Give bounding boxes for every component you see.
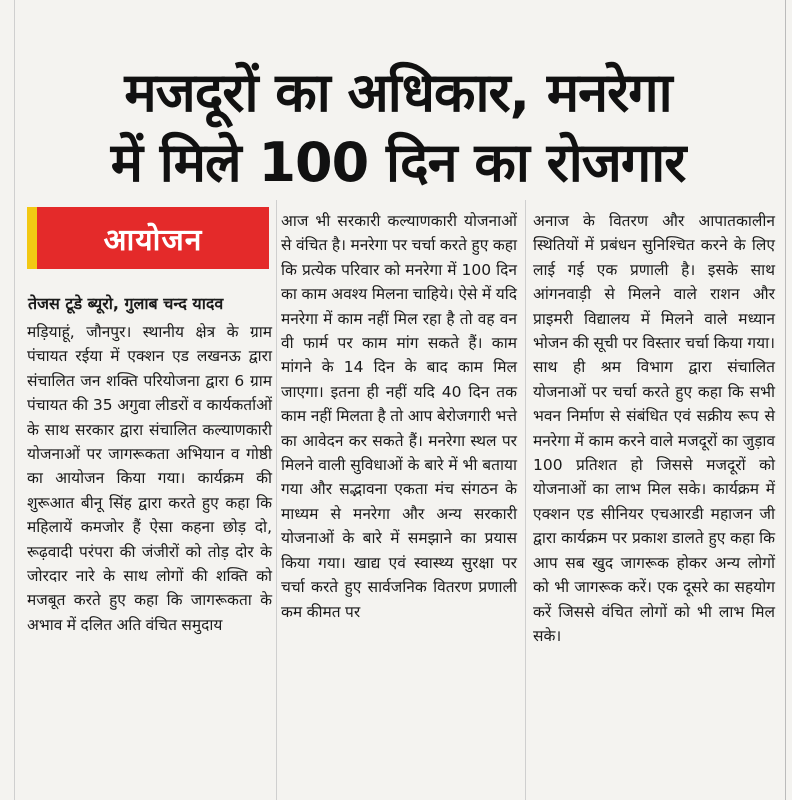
article-column-1 bbox=[27, 320, 272, 637]
article-column-2 bbox=[281, 209, 517, 624]
section-tag bbox=[37, 207, 269, 269]
column-2-text: आज भी सरकारी कल्याणकारी योजनाओं से वंचित है। मनरेगा पर चर्चा करते हुए कहा कि प्रत्येक परिवार को मनरेगा में 100 दिन का काम अवश्य मिलना चाहिये। ऐसे में यदि मनरेगा में काम नहीं मिल रहा है तो वह वन वी फार्म पर काम मांग सकते हैं। काम मांगने के 14 दिन के बाद काम मिल जाएगा। इतना ही नहीं यदि 40 दिन तक काम नहीं मिलता है तो आप बेरोजगारी भत्ते का आवेदन कर सकते हैं। मनरेगा स्थल पर मिलने वाली सुविधाओं के बारे में भी बताया गया और सद्भावना एकता मंच संगठन के माध्यम से मनरेगा और अन्य सरकारी योजनाओं के बारे में समझाने का प्रयास किया गया। खाद्य एवं स्वास्थ्य सुरक्षा पर चर्चा करते हुए सार्वजनिक वितरण प्रणाली कम कीमत पर bbox=[281, 212, 517, 621]
column-divider bbox=[525, 200, 526, 800]
byline: तेजस टूडे ब्यूरो, गुलाब चन्द यादव bbox=[28, 294, 224, 313]
article-column-3 bbox=[533, 209, 775, 648]
column-1-text: मड़ियाहूं, जौनपुर। स्थानीय क्षेत्र के ग्राम पंचायत रईया में एक्शन एड लखनऊ द्वारा संचालित जन शक्ति परियोजना द्वारा 6 ग्राम पंचायत की 35 अगुवा लीडरों व कार्यकर्ताओं के साथ सरकार द्वारा संचालित कल्याणकारी योजनाओं पर जागरूकता अभियान व गोष्ठी का आयोजन किया गया। कार्यक्रम की शुरूआत बीनू सिंह द्वारा करते हुए कहा कि महिलायें कमजोर हैं ऐसा कहना छोड़ दो, रूढ़वादी परंपरा की जंजीरों को तोड़ दो‍र के जोरदार नारे के साथ लोगों की शक्ति को मजबूत करते हुए कहा कि जागरूकता के अभाव में दलित अति वंचित समुदाय bbox=[27, 323, 272, 634]
column-3-text: अनाज के वितरण और आपातकालीन स्थितियों में प्रबंधन सुनिश्चित करने के लिए लाई गई एक प्रणाली है। इसके साथ आंगनवाड़ी से मिलने वाले राशन और प्राइमरी विद्यालय में मिलने वाले मध्यान भोजन की सूची पर विस्तार चर्चा किया गया। साथ ही श्रम विभाग द्वारा संचालित योजनाओं पर चर्चा करते हुए कहा कि सभी भवन निर्माण से संबंधित एवं सक्रीय रूप से मनरेगा में काम करने वाले मजदूरों का जुड़ाव 100 प्रतिशत हो जिससे मजदूरों को योजनाओं का लाभ मिल सके। कार्यक्रम में एक्शन एड सीनियर एचआरडी महाजन जी द्वारा कार्यक्रम पर प्रकाश डालते हुए कहा कि आप सब खुद जागरूक होकर अन्य लोगों को भी जागरूक करें। एक दूसरे का सहयोग करें जिससे वंचित लोगों को भी लाभ मिल सके। bbox=[533, 212, 775, 645]
column-divider bbox=[276, 200, 277, 800]
headline-line-2: में मिले 100 दिन का रोजगार bbox=[110, 131, 686, 195]
headline-line-1: मजदूरों का अधिकार, मनरेगा bbox=[124, 61, 672, 125]
right-margin-strip bbox=[785, 0, 792, 800]
left-margin-strip bbox=[0, 0, 15, 800]
section-tag-label: आयोजन bbox=[103, 222, 203, 258]
headline bbox=[18, 58, 778, 198]
